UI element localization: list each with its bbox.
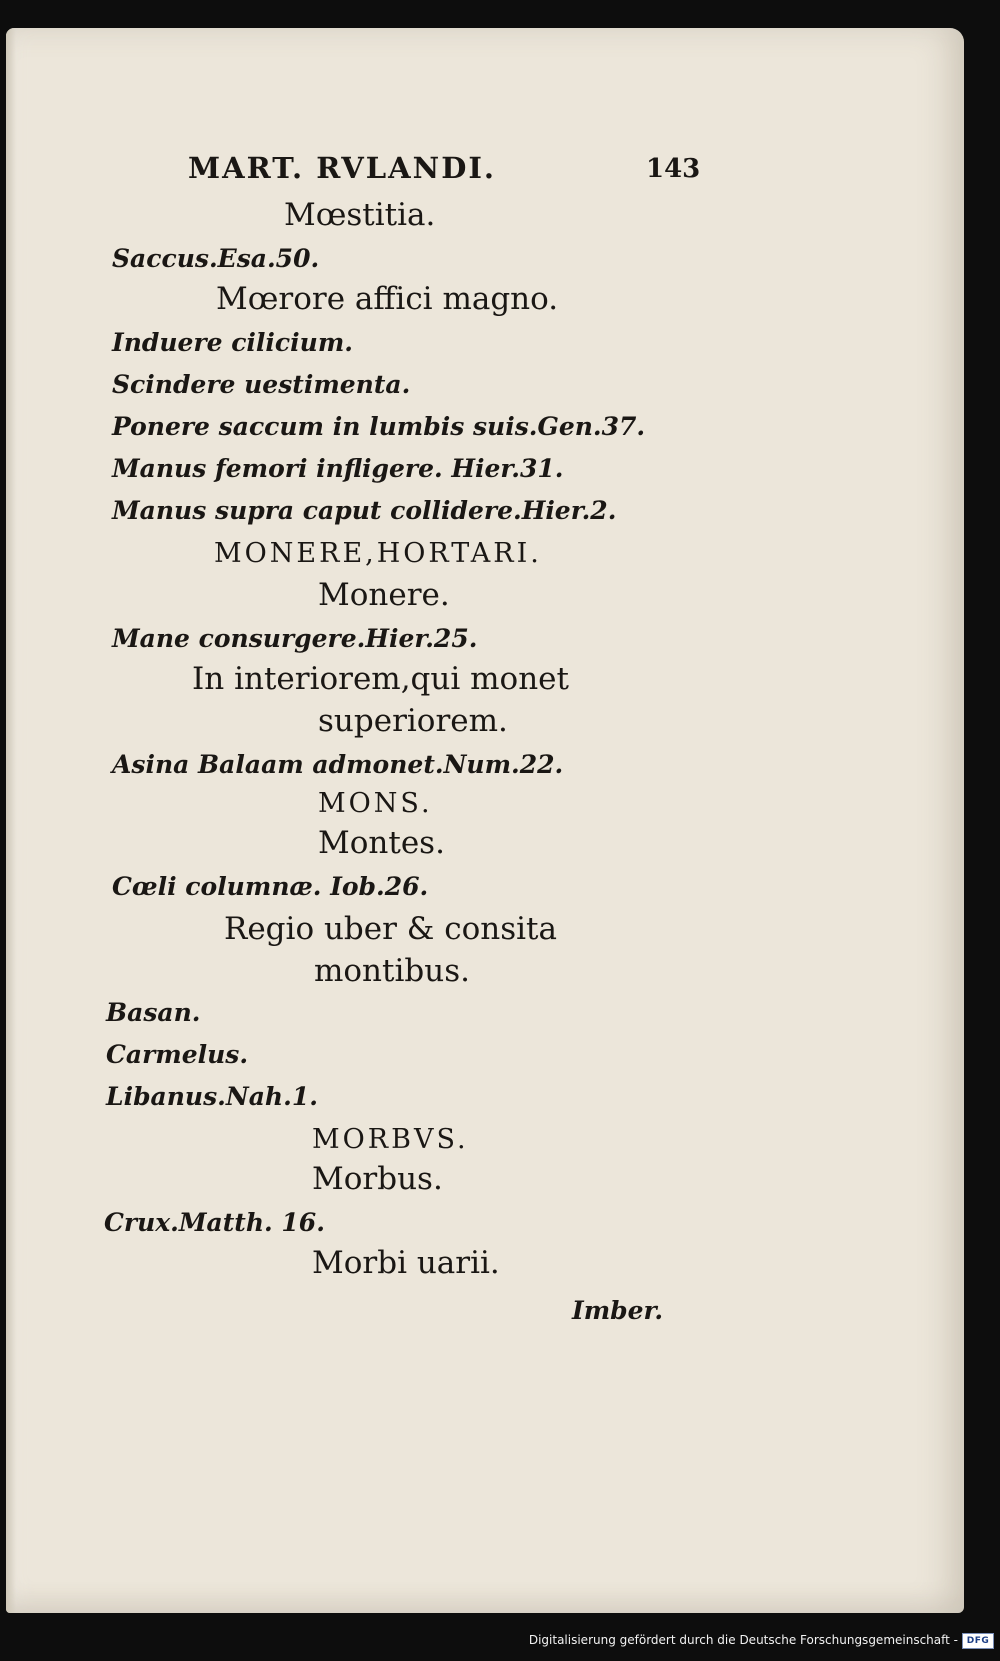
dfg-logo: DFG bbox=[962, 1633, 994, 1649]
entry-line: Asina Balaam admonet.Num.22. bbox=[112, 750, 564, 779]
entry-line: Carmelus. bbox=[106, 1040, 249, 1069]
page-text bbox=[6, 28, 964, 1613]
catchword: Imber. bbox=[572, 1296, 664, 1325]
entry-line: Libanus.Nah.1. bbox=[106, 1082, 318, 1111]
subheading-moerore: Mœrore affici magno. bbox=[216, 281, 559, 317]
entry-line: Scindere uestimenta. bbox=[112, 370, 411, 399]
subheading-in-interiorem: In interiorem,qui monet bbox=[192, 661, 569, 697]
funding-credit: Digitalisierung gefördert durch die Deutsche Forschungsgemeinschaft - bbox=[528, 1633, 958, 1647]
entry-line: Mane consurgere.Hier.25. bbox=[112, 624, 478, 653]
section-heading-mons: MONS. bbox=[318, 788, 433, 819]
entry-line: Manus femori infligere. Hier.31. bbox=[112, 454, 564, 483]
entry-line: Saccus.Esa.50. bbox=[112, 244, 320, 273]
entry-line: Cœli columnæ. Iob.26. bbox=[112, 872, 429, 901]
running-title: MART. RVLANDI. bbox=[188, 151, 497, 185]
section-heading-monere: MONERE,HORTARI. bbox=[214, 538, 542, 569]
subheading-monere: Monere. bbox=[318, 577, 450, 613]
entry-line: Induere cilicium. bbox=[112, 328, 353, 357]
digitization-footer bbox=[0, 1630, 1000, 1654]
subheading-morbi-uarii: Morbi uarii. bbox=[312, 1245, 500, 1281]
entry-line: Basan. bbox=[106, 998, 201, 1027]
subheading-superiorem: superiorem. bbox=[318, 703, 508, 739]
section-heading-morbus: MORBVS. bbox=[312, 1124, 469, 1155]
page-number: 143 bbox=[646, 154, 701, 184]
subheading-montes: Montes. bbox=[318, 825, 445, 861]
book-page bbox=[6, 28, 964, 1613]
entry-line: Ponere saccum in lumbis suis.Gen.37. bbox=[112, 412, 646, 441]
subheading-regio: Regio uber & consita bbox=[224, 911, 557, 947]
subheading-morbus: Morbus. bbox=[312, 1161, 443, 1197]
subheading-moestitia: Mœstitia. bbox=[284, 197, 436, 233]
entry-line: Manus supra caput collidere.Hier.2. bbox=[112, 496, 617, 525]
entry-line: Crux.Matth. 16. bbox=[104, 1208, 325, 1237]
subheading-montibus: montibus. bbox=[314, 953, 470, 989]
